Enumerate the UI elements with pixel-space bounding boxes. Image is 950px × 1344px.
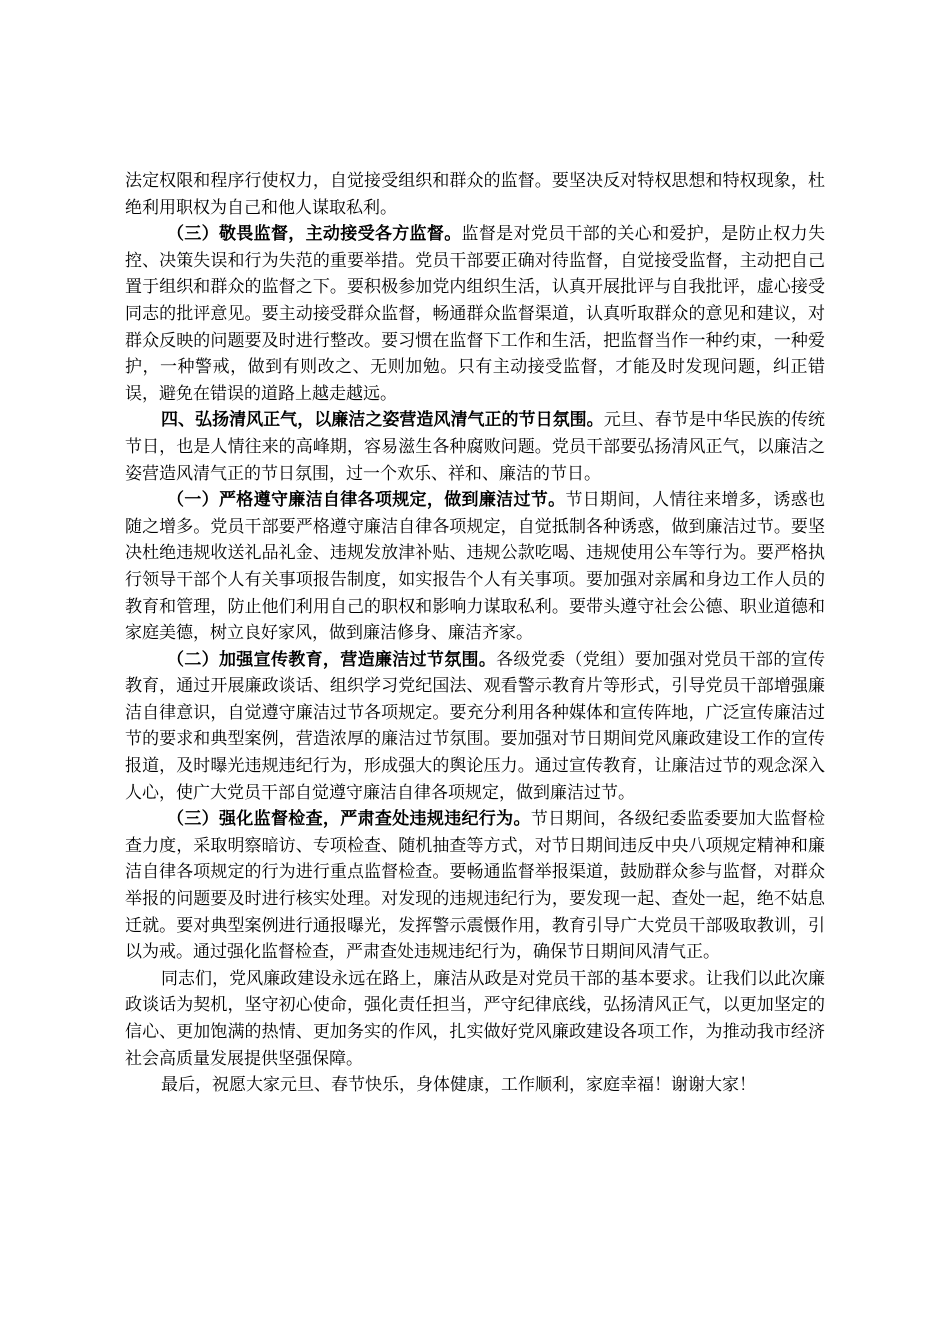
paragraph-subsection-1	[125, 487, 825, 647]
paragraph-text: 同志们，党风廉政建设永远在路上，廉洁从政是对党员干部的基本要求。让我们以此次廉政谈话为契机，坚守初心使命，强化责任担当，严守纪律底线，弘扬清风正气，以更加坚定的信心、更加饱满的热情、更加务实的作风，扎实做好党风廉政建设各项工作，为推动我市经济社会高质量发展提供坚强保障。	[125, 968, 825, 1069]
paragraph-text: 节日期间，人情往来增多，诱惑也随之增多。党员干部要严格遵守廉洁自律各项规定，自觉抵制各种诱惑，做到廉洁过节。要坚决杜绝违规收送礼品礼金、违规发放津补贴、违规公款吃喝、违规使用公车等行为。要严格执行领导干部个人有关事项报告制度，如实报告个人有关事项。要加强对亲属和身边工作人员的教育和管理，防止他们利用自己的职权和影响力谋取私利。要带头遵守社会公德、职业道德和家庭美德，树立良好家风，做到廉洁修身、廉洁齐家。	[125, 490, 826, 644]
paragraph-subsection-2	[125, 647, 825, 807]
section-heading: （一）严格遵守廉洁自律各项规定，做到廉洁过节。	[167, 490, 566, 511]
paragraph-text: 最后，祝愿大家元旦、春节快乐，身体健康，工作顺利，家庭幸福！谢谢大家！	[161, 1075, 756, 1096]
paragraph-final-wishes	[125, 1072, 825, 1099]
paragraph-subsection-3	[125, 806, 825, 966]
section-heading: 四、弘扬清风正气，以廉洁之姿营造风清气正的节日氛围。	[161, 410, 604, 431]
document-body	[125, 168, 825, 1099]
paragraph-closing-remarks	[125, 966, 825, 1072]
paragraph-text: 监督是对党员干部的关心和爱护，是防止权力失控、决策失误和行为失范的重要举措。党员干部要正确对待监督，自觉接受监督，主动把自己置于组织和群众的监督之下。要积极参加党内组织生活，认真开展批评与自我批评，虚心接受同志的批评意见。要主动接受群众监督，畅通群众监督渠道，认真听取群众的意见和建议，对群众反映的问题要及时进行整改。要习惯在监督下工作和生活，把监督当作一种约束，一种爱护，一种警戒，做到有则改之、无则加勉。只有主动接受监督，才能及时发现问题，纠正错误，避免在错误的道路上越走越远。	[125, 224, 826, 404]
paragraph-text: 各级党委（党组）要加强对党员干部的宣传教育，通过开展廉政谈话、组织学习党纪国法、观看警示教育片等形式，引导党员干部增强廉洁自律意识，自觉遵守廉洁过节各项规定。要充分利用各种媒体和宣传阵地，广泛宣传廉洁过节的要求和典型案例，营造浓厚的廉洁过节氛围。要加强对节日期间党风廉政建设工作的宣传报道，及时曝光违规违纪行为，形成强大的舆论压力。通过宣传教育，让廉洁过节的观念深入人心，使广大党员干部自觉遵守廉洁自律各项规定，做到廉洁过节。	[125, 649, 826, 803]
section-heading: （二）加强宣传教育，营造廉洁过节氛围。	[167, 649, 497, 670]
section-heading: （三）强化监督检查，严肃查处违规违纪行为。	[167, 809, 531, 830]
paragraph-section-3-supervision	[125, 221, 825, 407]
paragraph-continuation	[125, 168, 825, 221]
section-heading: （三）敬畏监督，主动接受各方监督。	[167, 224, 462, 245]
paragraph-section-four	[125, 407, 825, 487]
paragraph-text: 法定权限和程序行使权力，自觉接受组织和群众的监督。要坚决反对特权思想和特权现象，杜绝利用职权为自己和他人谋取私利。	[125, 171, 825, 218]
paragraph-text: 节日期间，各级纪委监委要加大监督检查力度，采取明察暗访、专项检查、随机抽查等方式，对节日期间违反中央八项规定精神和廉洁自律各项规定的行为进行重点监督检查。要畅通监督举报渠道，鼓励群众参与监督，对群众举报的问题要及时进行核实处理。对发现的违规违纪行为，要发现一起、查处一起，绝不姑息迁就。要对典型案例进行通报曝光，发挥警示震慑作用，教育引导广大党员干部吸取教训，引以为戒。通过强化监督检查，严肃查处违规违纪行为，确保节日期间风清气正。	[125, 809, 826, 963]
paragraph-text: 元旦、春节是中华民族的传统节日，也是人情往来的高峰期，容易滋生各种腐败问题。党员干部要弘扬清风正气，以廉洁之姿营造风清气正的节日氛围，过一个欢乐、祥和、廉洁的节日。	[125, 410, 826, 484]
